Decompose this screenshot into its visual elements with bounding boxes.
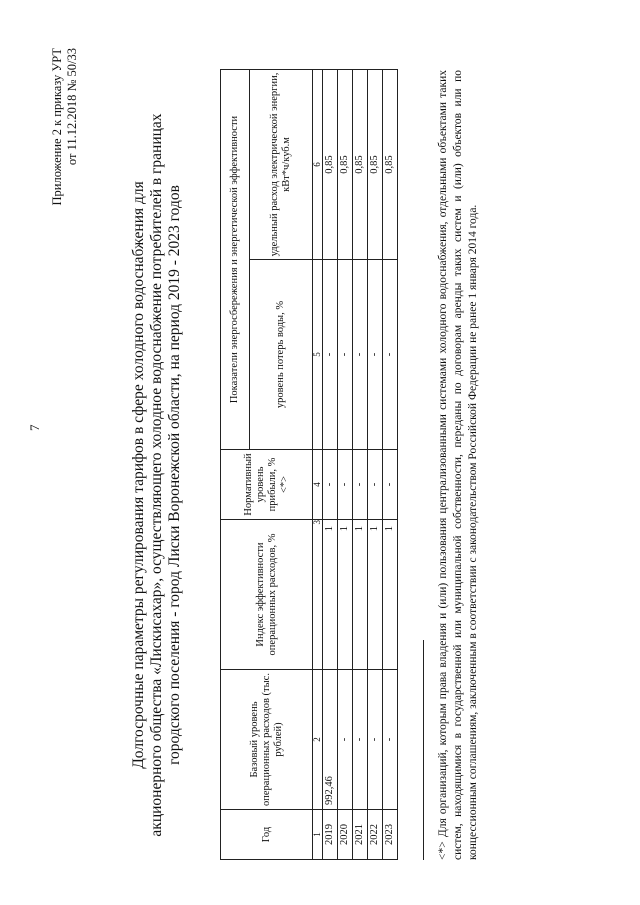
header-water-loss: уровень потерь воды, %: [250, 260, 313, 450]
cell-efficiency-index: 1: [323, 520, 338, 670]
cell-base-level: -: [338, 670, 353, 810]
rotated-page-content: [48, 30, 608, 880]
cell-electricity: 0,85: [368, 69, 383, 259]
table-row: [353, 69, 368, 859]
title-line-2: акционерного общества «Лискисахар», осуществляющего холодное водоснабжение потребителей в границах: [148, 113, 165, 837]
column-number-row: [313, 69, 323, 859]
appendix-line-2: от 11.12.2018 № 50/33: [65, 48, 79, 166]
table-row: [323, 69, 338, 859]
cell-year: 2020: [338, 810, 353, 860]
footnote-text: <*> Для организаций, которым права владения и (или) пользования централизованными системами холодного водоснабжения, отдельными объектами таких систем, находящимися в государственной или муниципальной собственности, переданы по договорам аренды таких систем и (или) объектов или по концессионным соглашениям, заключенным в соответствии с законодательством Российской Федерации не ранее 1 января 2014 года.: [437, 70, 479, 860]
table-row: [338, 69, 353, 859]
cell-water-loss: -: [338, 260, 353, 450]
column-number: 4: [313, 450, 323, 520]
cell-normative-profit: -: [353, 450, 368, 520]
cell-year: 2022: [368, 810, 383, 860]
cell-electricity: 0,85: [323, 69, 338, 259]
column-number: 2: [313, 670, 323, 810]
cell-electricity: 0,85: [353, 69, 368, 259]
header-year: Год: [221, 810, 313, 860]
cell-efficiency-index: 1: [368, 520, 383, 670]
cell-water-loss: -: [383, 260, 398, 450]
column-number: 1: [313, 810, 323, 860]
title-line-1: Долгосрочные параметры регулирования тарифов в сфере холодного водоснабжения для: [130, 181, 147, 769]
cell-normative-profit: -: [368, 450, 383, 520]
cell-efficiency-index: 1: [353, 520, 368, 670]
footnote-separator: [423, 640, 424, 860]
cell-efficiency-index: 1: [383, 520, 398, 670]
cell-water-loss: -: [353, 260, 368, 450]
column-number: 5: [313, 260, 323, 450]
cell-base-level: -: [368, 670, 383, 810]
table-row: [383, 69, 398, 859]
title-line-3: городского поселения - город Лиски Воронежской области, на период 2019 - 2023 годов: [166, 185, 183, 765]
cell-base-level: -: [383, 670, 398, 810]
cell-base-level: 992,46: [323, 670, 338, 810]
cell-base-level: -: [353, 670, 368, 810]
cell-year: 2019: [323, 810, 338, 860]
header-normative-profit: Нормативный уровень прибыли, % <*>: [221, 450, 313, 520]
header-electricity: удельный расход электрической энергии, кВт*ч/куб.м: [250, 69, 313, 259]
cell-efficiency-index: 1: [338, 520, 353, 670]
column-number: 6: [313, 69, 323, 259]
page-number: 7: [27, 424, 42, 431]
tariff-parameters-table: [220, 69, 398, 860]
document-title: [130, 110, 184, 840]
appendix-reference: [50, 48, 80, 206]
cell-normative-profit: -: [383, 450, 398, 520]
header-efficiency-index: Индекс эффективности операционных расходов, %: [221, 520, 313, 670]
column-number: 3: [313, 520, 323, 670]
cell-normative-profit: -: [323, 450, 338, 520]
header-energy-group: Показатели энергосбережения и энергетической эффективности: [221, 69, 250, 449]
cell-year: 2023: [383, 810, 398, 860]
cell-electricity: 0,85: [338, 69, 353, 259]
cell-electricity: 0,85: [383, 69, 398, 259]
table-row: [368, 69, 383, 859]
cell-year: 2021: [353, 810, 368, 860]
appendix-line-1: Приложение 2 к приказу УРТ: [50, 48, 64, 206]
header-base-level: Базовый уровень операционных расходов (тыс. рублей): [221, 670, 313, 810]
cell-water-loss: -: [323, 260, 338, 450]
cell-normative-profit: -: [338, 450, 353, 520]
cell-water-loss: -: [368, 260, 383, 450]
